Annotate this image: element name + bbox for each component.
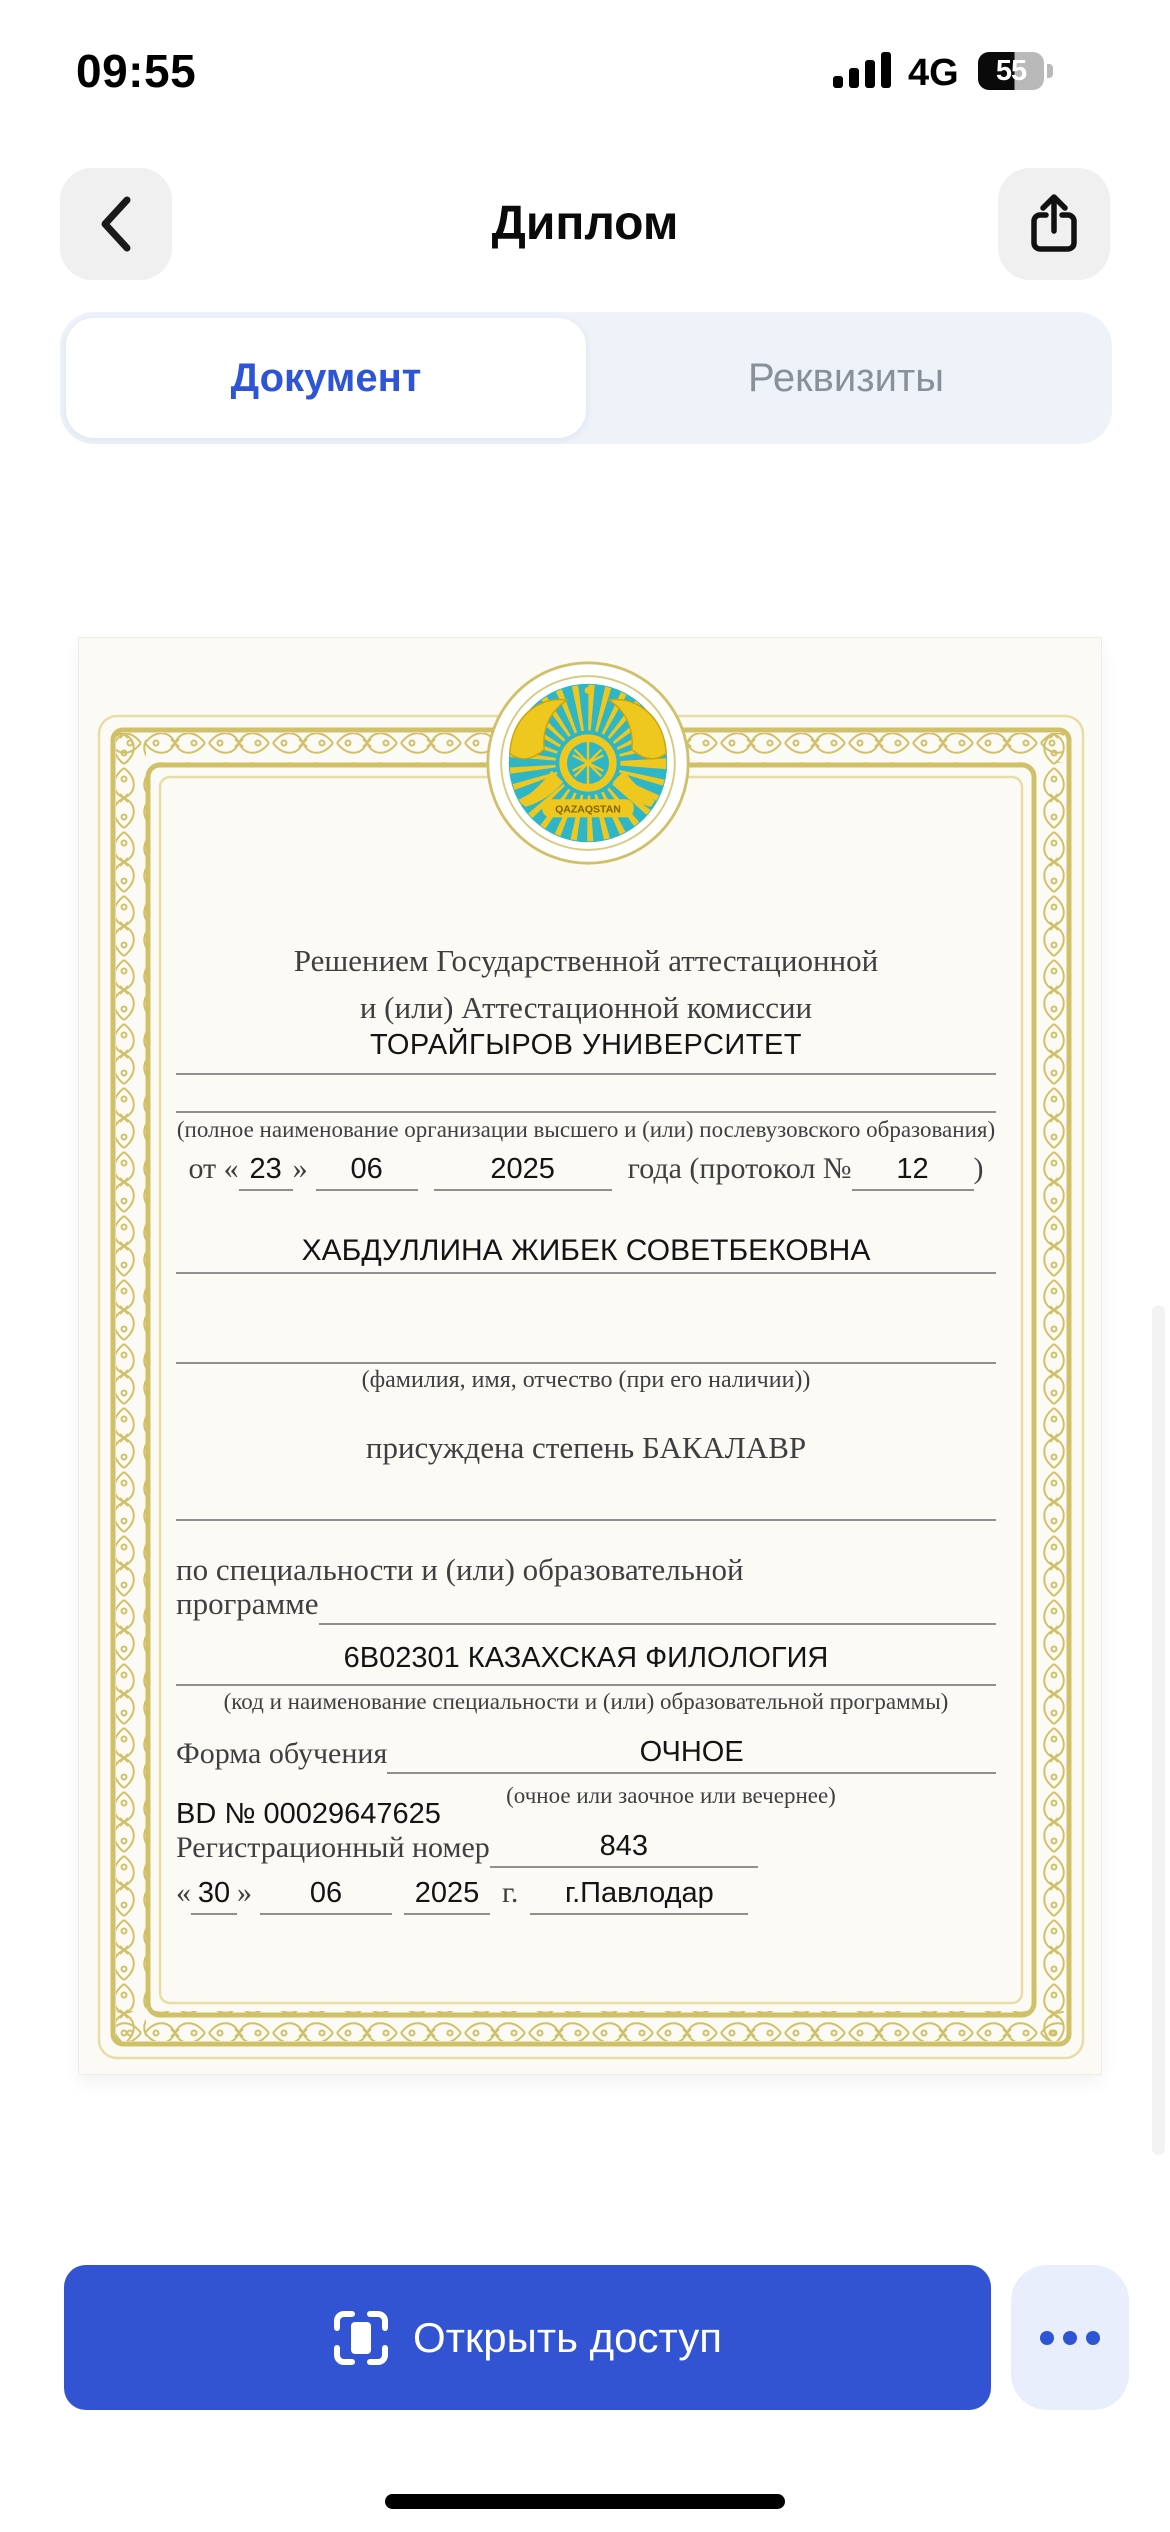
network-type: 4G xyxy=(908,52,959,94)
registration-row xyxy=(176,1830,996,1868)
issue-year-letter: г. xyxy=(502,1876,519,1909)
specialty-caption: (код и наименование специальности и (или) образовательной программы) xyxy=(223,1689,949,1714)
emblem-caption: QAZAQSTAN xyxy=(555,803,621,816)
rule xyxy=(176,1073,996,1075)
ellipsis-icon xyxy=(1040,2331,1054,2345)
holder-name: ХАБДУЛЛИНА ЖИБЕК СОВЕТБЕКОВНА xyxy=(301,1234,871,1267)
commission-line-1: Решением Государственной аттестационной xyxy=(293,943,879,978)
registration-value: 843 xyxy=(490,1830,758,1868)
battery-percent: 55 xyxy=(995,54,1027,87)
share-button[interactable] xyxy=(998,168,1110,280)
open-access-button[interactable] xyxy=(64,2265,991,2410)
degree-line: присуждена степень БАКАЛАВР xyxy=(365,1430,807,1465)
signal-bars-icon xyxy=(833,50,895,90)
rule xyxy=(176,1272,996,1274)
protocol-number: 12 xyxy=(852,1153,974,1191)
study-form-row xyxy=(176,1736,996,1774)
home-indicator[interactable] xyxy=(385,2494,785,2509)
battery-icon xyxy=(978,52,1044,90)
more-button[interactable] xyxy=(1011,2265,1129,2410)
issue-date-row: « 30 » 06 2025 г. г.Павлодар xyxy=(176,1876,996,1915)
blank-line xyxy=(319,1620,996,1625)
scan-frame-icon xyxy=(333,2310,389,2366)
study-form-label: Форма обучения xyxy=(176,1737,388,1770)
issue-day: 30 xyxy=(191,1877,237,1915)
clock: 09:55 xyxy=(76,45,197,97)
rule xyxy=(176,1519,996,1521)
name-caption: (фамилия, имя, отчество (при его наличии)) xyxy=(361,1367,811,1393)
document-number: BD № 00029647625 xyxy=(176,1798,441,1830)
university-caption: (полное наименование организации высшего и (или) послевузовского образования) xyxy=(176,1117,996,1142)
study-form-value: ОЧНОЕ xyxy=(387,1736,996,1774)
specialty-label-1: по специальности и (или) образовательной xyxy=(176,1552,744,1587)
scrollbar[interactable] xyxy=(1152,1305,1165,2155)
protocol-month: 06 xyxy=(316,1153,418,1191)
specialty-value: 6B02301 КАЗАХСКАЯ ФИЛОЛОГИЯ xyxy=(343,1642,829,1674)
issue-year: 2025 xyxy=(404,1877,490,1915)
page-title: Диплом xyxy=(491,197,679,250)
protocol-day: 23 xyxy=(239,1153,293,1191)
university-name: ТОРАЙГЫРОВ УНИВЕРСИТЕТ xyxy=(369,1029,803,1061)
share-icon xyxy=(1029,193,1079,255)
issue-city: г.Павлодар xyxy=(530,1877,748,1915)
specialty-label-2: программе xyxy=(176,1586,319,1621)
issue-month: 06 xyxy=(260,1877,392,1915)
kazakhstan-emblem-icon xyxy=(483,658,693,868)
tab-details[interactable]: Реквизиты xyxy=(747,355,944,400)
tab-bar xyxy=(60,312,1112,444)
protocol-year: 2025 xyxy=(434,1153,612,1191)
study-form-caption: (очное или заочное или вечернее) xyxy=(506,1783,836,1808)
registration-label: Регистрационный номер xyxy=(176,1831,490,1864)
diploma-document[interactable] xyxy=(78,637,1102,2075)
protocol-row: от « 23 » 06 2025 года (протокол № 12 ) xyxy=(176,1152,996,1191)
rule xyxy=(176,1111,996,1113)
rule xyxy=(176,1362,996,1364)
rule xyxy=(176,1684,996,1686)
commission-line-2: и (или) Аттестационной комиссии xyxy=(359,990,813,1025)
open-access-label: Открыть доступ xyxy=(413,2313,722,2361)
specialty-label-2-row xyxy=(176,1586,996,1625)
tab-document[interactable]: Документ xyxy=(66,318,586,438)
